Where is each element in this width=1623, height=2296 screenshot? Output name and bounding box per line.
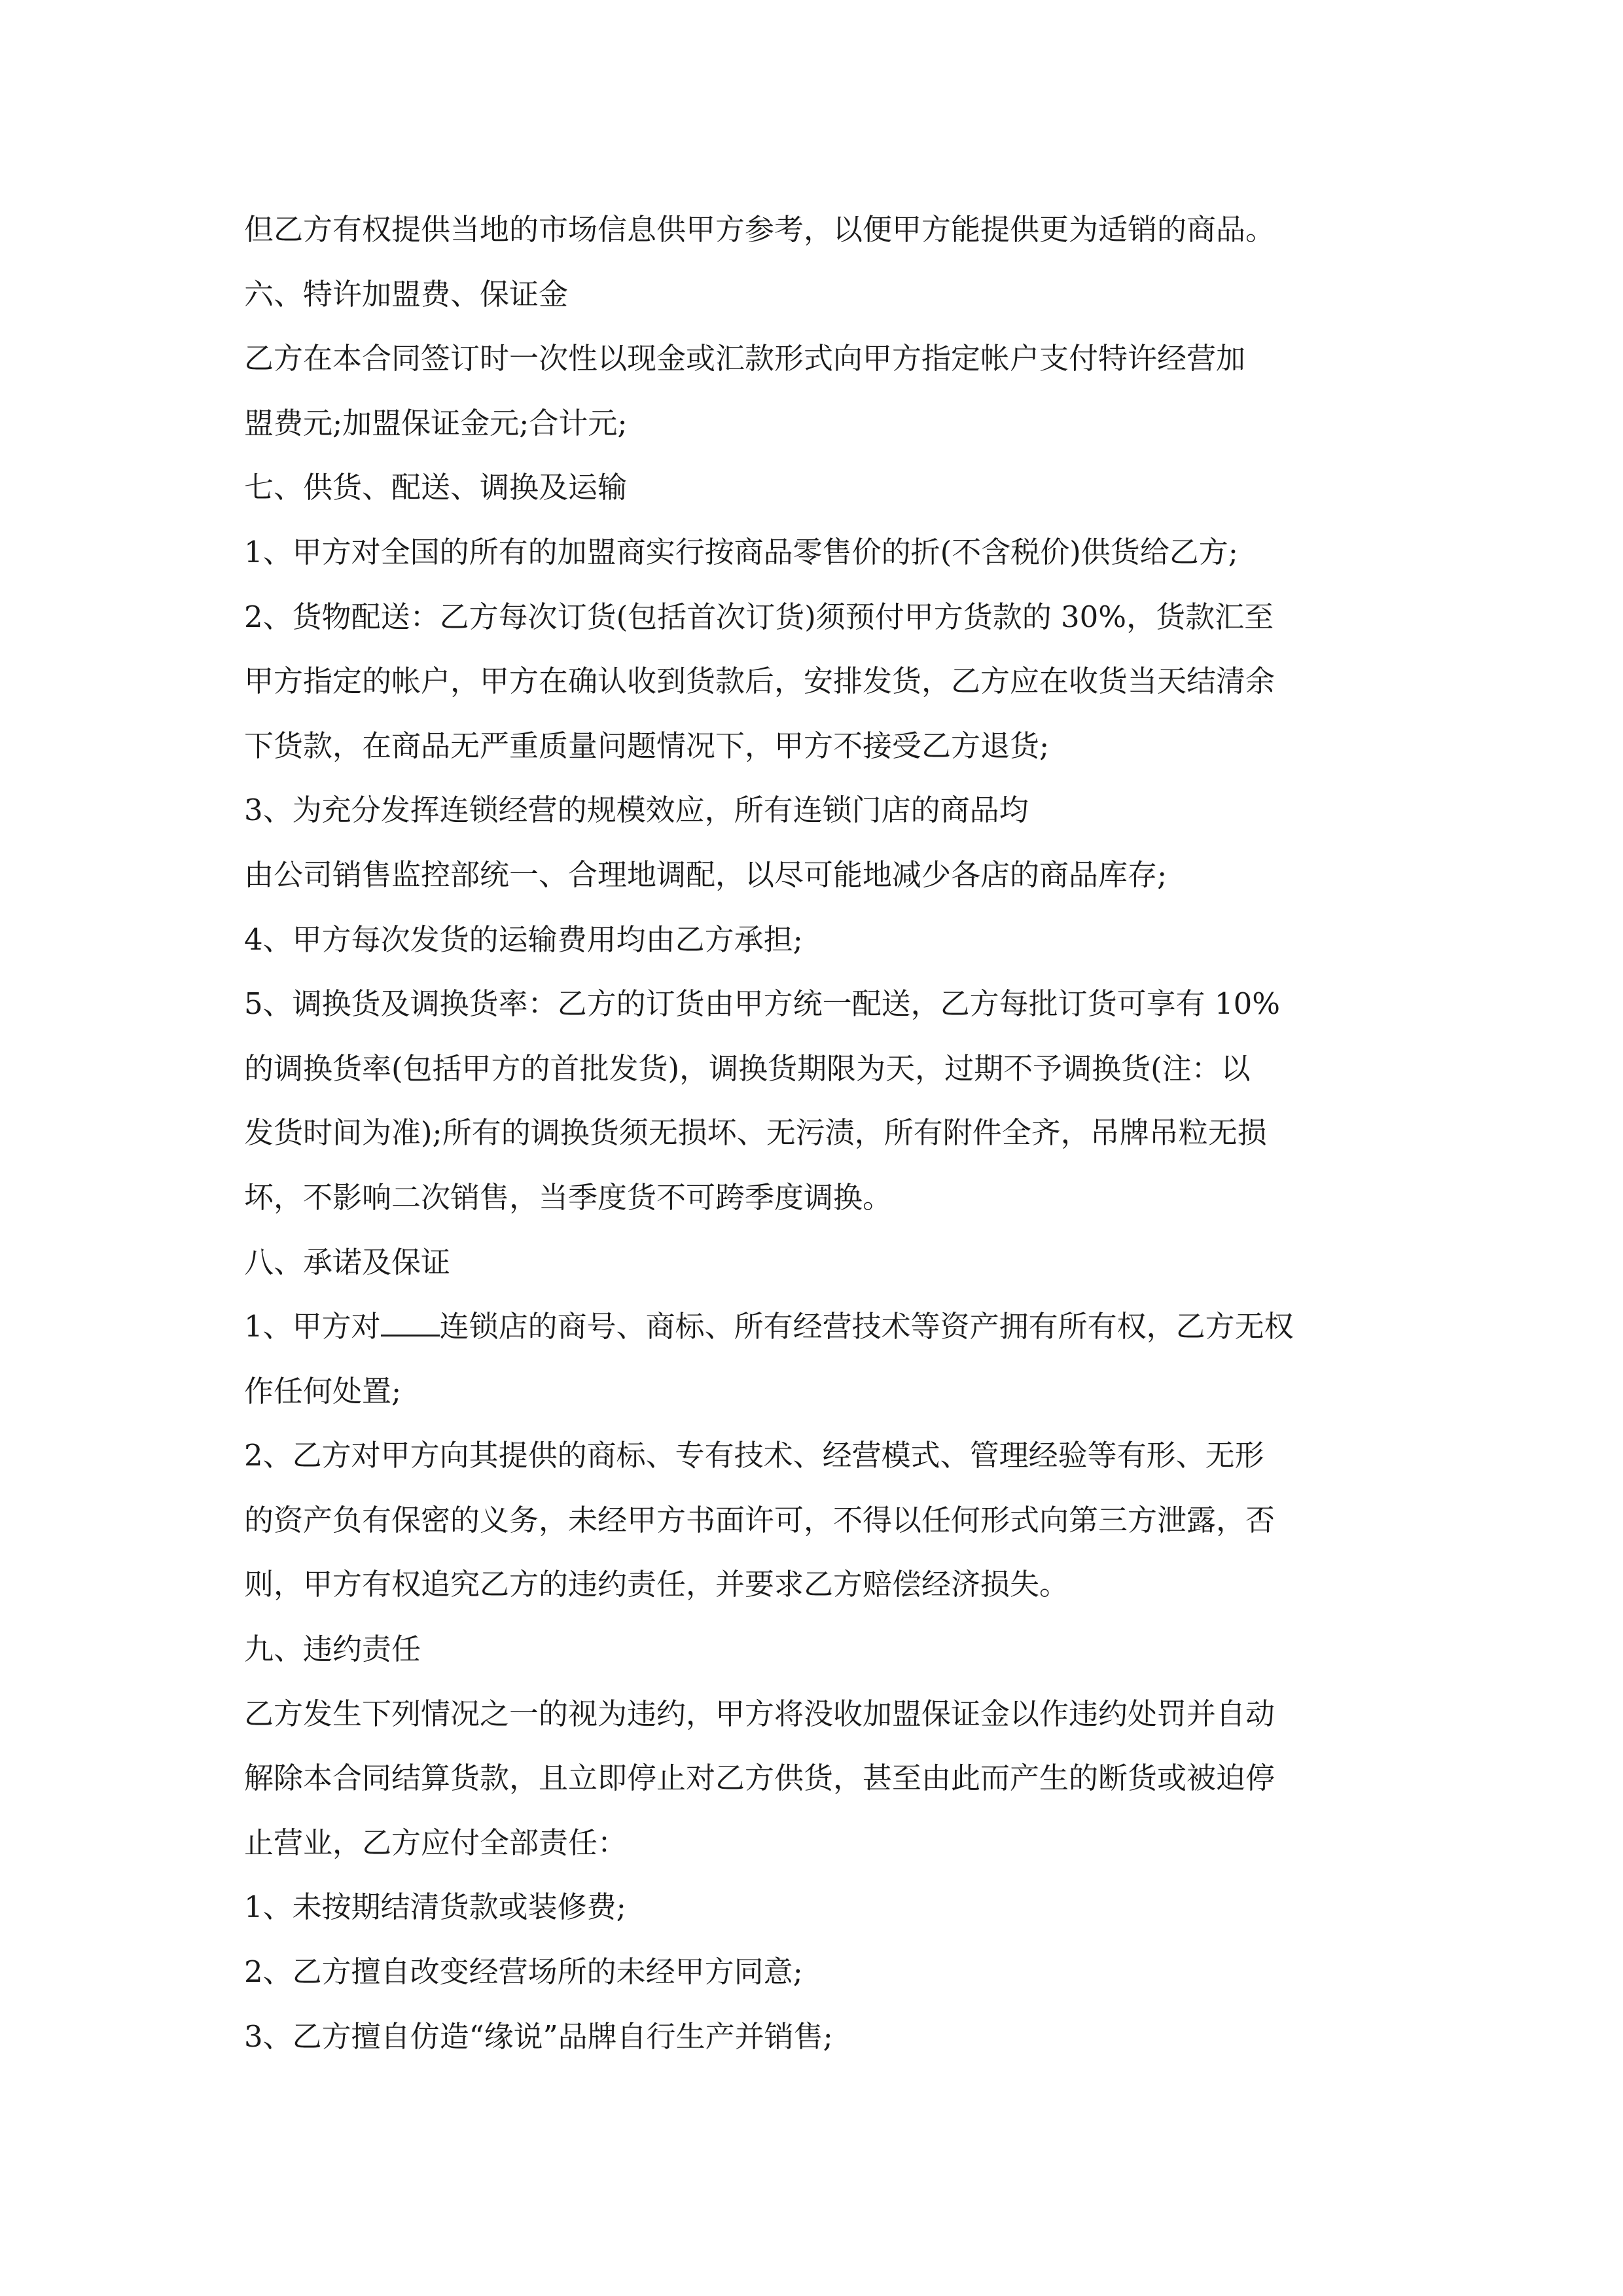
paragraph-line: 的调换货率(包括甲方的首批发货)，调换货期限为天，过期不予调换货(注：以 xyxy=(244,1050,1251,1086)
paragraph-line: 解除本合同结算货款，且立即停止对乙方供货，甚至由此而产生的断货或被迫停 xyxy=(244,1761,1275,1796)
clause-line: 4、甲方每次发货的运输费用均由乙方承担; xyxy=(244,922,803,957)
clause-line: 5、调换货及调换货率：乙方的订货由甲方统一配送，乙方每批订货可享有 10% xyxy=(244,986,1280,1022)
clause-line-with-blank xyxy=(244,1295,1396,1359)
clause-line: 1、未按期结清货款或装修费; xyxy=(244,1890,626,1925)
paragraph-line: 由公司销售监控部统一、合理地调配，以尽可能地减少各店的商品库存; xyxy=(244,857,1168,892)
section-heading-8: 八、承诺及保证 xyxy=(244,1244,451,1280)
paragraph-line: 乙方发生下列情况之一的视为违约，甲方将没收加盟保证金以作违约处罚并自动 xyxy=(244,1696,1275,1731)
fill-in-blank xyxy=(381,1310,440,1336)
clause-line: 1、甲方对全国的所有的加盟商实行按商品零售价的折(不含税价)供货给乙方; xyxy=(244,534,1238,569)
clause-line: 2、货物配送：乙方每次订货(包括首次订货)须预付甲方货款的 30%，货款汇至 xyxy=(244,599,1274,634)
section-heading-9: 九、违约责任 xyxy=(244,1632,421,1667)
clause-line: 2、乙方擅自改变经营场所的未经甲方同意; xyxy=(244,1954,803,1990)
paragraph-line: 下货款，在商品无严重质量问题情况下，甲方不接受乙方退货; xyxy=(244,728,1050,763)
paragraph-line: 盟费元;加盟保证金元;合计元; xyxy=(244,405,628,440)
clause-line: 3、为充分发挥连锁经营的规模效应，所有连锁门店的商品均 xyxy=(244,793,1029,828)
paragraph-line: 止营业，乙方应付全部责任： xyxy=(244,1825,628,1860)
paragraph-line: 的资产负有保密的义务，未经甲方书面许可，不得以任何形式向第三方泄露，否 xyxy=(244,1502,1275,1537)
section-heading-6: 六、特许加盟费、保证金 xyxy=(244,276,569,312)
paragraph-line: 坏，不影响二次销售，当季度货不可跨季度调换。 xyxy=(244,1179,893,1215)
section-heading-7: 七、供货、配送、调换及运输 xyxy=(244,470,628,505)
paragraph-line: 作任何处置; xyxy=(244,1373,402,1408)
paragraph-line: 则，甲方有权追究乙方的违约责任，并要求乙方赔偿经济损失。 xyxy=(244,1567,1069,1602)
paragraph-line: 甲方指定的帐户，甲方在确认收到货款后，安排发货，乙方应在收货当天结清余 xyxy=(244,664,1275,699)
paragraph-line: 发货时间为准);所有的调换货须无损坏、无污渍，所有附件全齐，吊牌吊粒无损 xyxy=(244,1115,1267,1151)
document-body xyxy=(244,198,1396,2069)
paragraph-line: 乙方在本合同签订时一次性以现金或汇款形式向甲方指定帐户支付特许经营加 xyxy=(244,341,1246,376)
clause-text-after-blank: 连锁店的商号、商标、所有经营技术等资产拥有所有权，乙方无权 xyxy=(439,1309,1294,1344)
clause-line: 3、乙方擅自仿造“缘说”品牌自行生产并销售; xyxy=(244,2018,833,2054)
clause-text-before-blank: 1、甲方对 xyxy=(244,1309,381,1344)
paragraph-line: 但乙方有权提供当地的市场信息供甲方参考，以便甲方能提供更为适销的商品。 xyxy=(244,212,1275,247)
clause-line: 2、乙方对甲方向其提供的商标、专有技术、经营模式、管理经验等有形、无形 xyxy=(244,1438,1264,1473)
